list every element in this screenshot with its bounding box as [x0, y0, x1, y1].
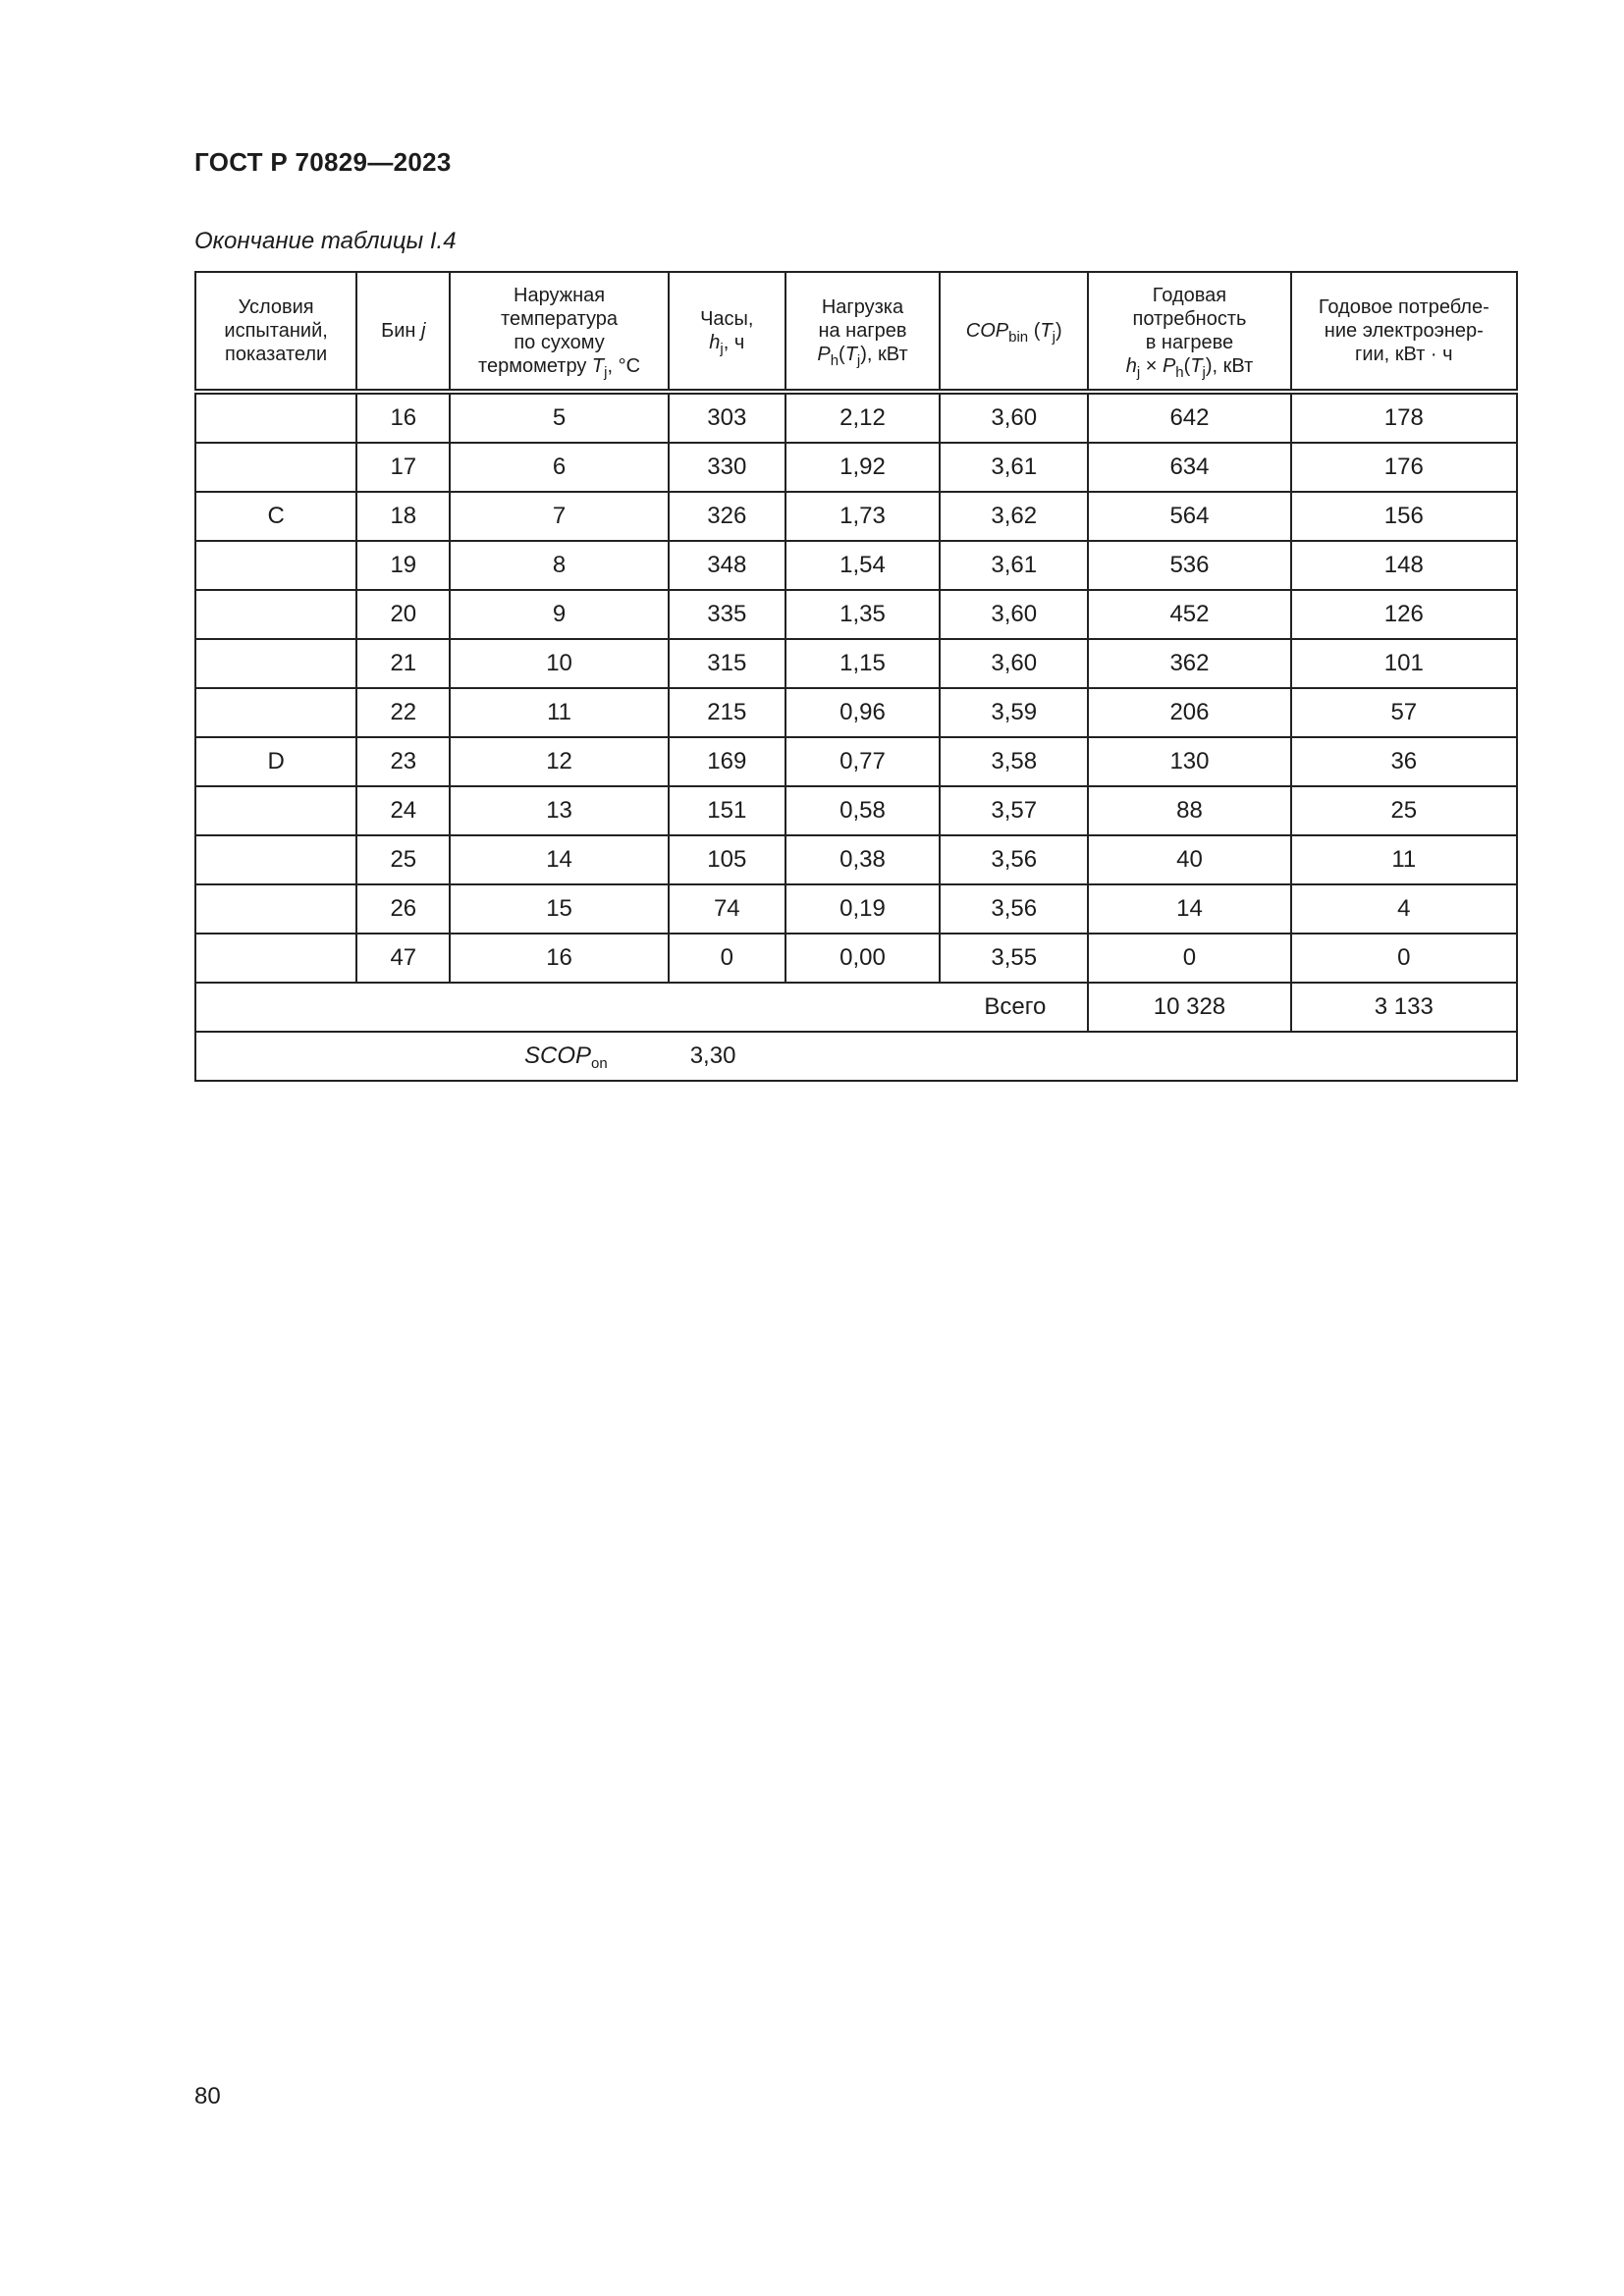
cell-cop: 3,60	[940, 639, 1088, 688]
cell-hours: 151	[669, 786, 785, 835]
cell-annual-demand: 130	[1088, 737, 1290, 786]
cell-conditions	[195, 934, 356, 983]
cell-temperature: 16	[450, 934, 668, 983]
cell-load: 0,96	[785, 688, 940, 737]
cell-hours: 105	[669, 835, 785, 884]
cell-cop: 3,60	[940, 392, 1088, 443]
cell-temperature: 7	[450, 492, 668, 541]
cell-annual-consumption: 148	[1291, 541, 1517, 590]
table-row	[195, 688, 1517, 737]
cell-temperature: 9	[450, 590, 668, 639]
cell-annual-demand: 634	[1088, 443, 1290, 492]
table-caption: Окончание таблицы I.4	[194, 228, 457, 254]
cell-temperature: 5	[450, 392, 668, 443]
cell-load: 1,54	[785, 541, 940, 590]
table-row	[195, 392, 1517, 443]
scop-label: $SCOP_{on}$	[195, 1032, 669, 1081]
table-row	[195, 737, 1517, 786]
total-row	[195, 983, 1517, 1032]
table-row	[195, 884, 1517, 934]
cell-annual-consumption: 0	[1291, 934, 1517, 983]
scop-value: 3,30	[669, 1032, 1517, 1081]
cell-conditions	[195, 590, 356, 639]
cell-bin: 22	[356, 688, 450, 737]
data-table	[194, 271, 1518, 1082]
cell-cop: 3,56	[940, 884, 1088, 934]
cell-annual-demand: 362	[1088, 639, 1290, 688]
cell-load: 0,19	[785, 884, 940, 934]
cell-temperature: 10	[450, 639, 668, 688]
cell-bin: 17	[356, 443, 450, 492]
cell-hours: 215	[669, 688, 785, 737]
header-annual-demand: Годовая потребность в нагреве $h_j \times P_h(T_j)$, кВт	[1088, 272, 1290, 392]
cell-bin: 19	[356, 541, 450, 590]
scop-row	[195, 1032, 1517, 1081]
cell-hours: 315	[669, 639, 785, 688]
cell-temperature: 15	[450, 884, 668, 934]
cell-bin: 20	[356, 590, 450, 639]
cell-bin: 23	[356, 737, 450, 786]
cell-annual-demand: 0	[1088, 934, 1290, 983]
document-header: ГОСТ Р 70829—2023	[194, 147, 452, 177]
cell-bin: 16	[356, 392, 450, 443]
cell-load: 1,35	[785, 590, 940, 639]
cell-annual-consumption: 126	[1291, 590, 1517, 639]
cell-bin: 47	[356, 934, 450, 983]
total-annual-consumption: 3 133	[1291, 983, 1517, 1032]
cell-hours: 335	[669, 590, 785, 639]
cell-annual-demand: 536	[1088, 541, 1290, 590]
cell-load: 0,58	[785, 786, 940, 835]
cell-load: 0,38	[785, 835, 940, 884]
cell-annual-consumption: 4	[1291, 884, 1517, 934]
table-row	[195, 639, 1517, 688]
cell-bin: 25	[356, 835, 450, 884]
header-bin: Бин j	[356, 272, 450, 392]
header-annual-consumption: Годовое потребле- ние электроэнер- гии, кВт · ч	[1291, 272, 1517, 392]
cell-temperature: 12	[450, 737, 668, 786]
cell-annual-consumption: 101	[1291, 639, 1517, 688]
cell-cop: 3,57	[940, 786, 1088, 835]
cell-conditions	[195, 786, 356, 835]
cell-hours: 303	[669, 392, 785, 443]
cell-annual-demand: 40	[1088, 835, 1290, 884]
header-conditions: Условия испытаний, показатели	[195, 272, 356, 392]
cell-cop: 3,62	[940, 492, 1088, 541]
cell-cop: 3,56	[940, 835, 1088, 884]
cell-cop: 3,61	[940, 443, 1088, 492]
cell-annual-demand: 642	[1088, 392, 1290, 443]
cell-load: 1,92	[785, 443, 940, 492]
cell-conditions	[195, 639, 356, 688]
cell-temperature: 14	[450, 835, 668, 884]
cell-conditions: D	[195, 737, 356, 786]
cell-cop: 3,59	[940, 688, 1088, 737]
cell-hours: 0	[669, 934, 785, 983]
table-row	[195, 786, 1517, 835]
page-number: 80	[194, 2083, 221, 2109]
table-row	[195, 934, 1517, 983]
cell-annual-consumption: 176	[1291, 443, 1517, 492]
table-row	[195, 492, 1517, 541]
cell-temperature: 8	[450, 541, 668, 590]
cell-annual-demand: 452	[1088, 590, 1290, 639]
header-load: Нагрузка на нагрев $P_h(T_j)$, кВт	[785, 272, 940, 392]
cell-annual-consumption: 178	[1291, 392, 1517, 443]
cell-hours: 348	[669, 541, 785, 590]
cell-temperature: 13	[450, 786, 668, 835]
cell-hours: 326	[669, 492, 785, 541]
cell-annual-consumption: 11	[1291, 835, 1517, 884]
header-hours: Часы, $h_j$, ч	[669, 272, 785, 392]
cell-cop: 3,60	[940, 590, 1088, 639]
table-row	[195, 443, 1517, 492]
cell-annual-demand: 206	[1088, 688, 1290, 737]
cell-cop: 3,55	[940, 934, 1088, 983]
cell-bin: 18	[356, 492, 450, 541]
total-annual-demand: 10 328	[1088, 983, 1290, 1032]
cell-conditions	[195, 835, 356, 884]
cell-temperature: 11	[450, 688, 668, 737]
cell-load: 1,73	[785, 492, 940, 541]
cell-conditions	[195, 688, 356, 737]
cell-hours: 169	[669, 737, 785, 786]
cell-bin: 24	[356, 786, 450, 835]
cell-load: 0,00	[785, 934, 940, 983]
cell-annual-demand: 564	[1088, 492, 1290, 541]
cell-annual-consumption: 36	[1291, 737, 1517, 786]
header-cop: $COP_{bin}$ $(T_j)$	[940, 272, 1088, 392]
cell-temperature: 6	[450, 443, 668, 492]
total-label: Всего	[195, 983, 1088, 1032]
cell-conditions	[195, 443, 356, 492]
cell-cop: 3,58	[940, 737, 1088, 786]
cell-annual-demand: 88	[1088, 786, 1290, 835]
cell-conditions	[195, 541, 356, 590]
cell-hours: 330	[669, 443, 785, 492]
cell-conditions	[195, 392, 356, 443]
cell-conditions: C	[195, 492, 356, 541]
cell-conditions	[195, 884, 356, 934]
cell-annual-demand: 14	[1088, 884, 1290, 934]
table-row	[195, 835, 1517, 884]
cell-load: 2,12	[785, 392, 940, 443]
header-temperature: Наружная температура по сухому термометру $T_j$, °C	[450, 272, 668, 392]
cell-annual-consumption: 57	[1291, 688, 1517, 737]
cell-annual-consumption: 25	[1291, 786, 1517, 835]
cell-bin: 26	[356, 884, 450, 934]
cell-load: 1,15	[785, 639, 940, 688]
cell-bin: 21	[356, 639, 450, 688]
cell-annual-consumption: 156	[1291, 492, 1517, 541]
table-row	[195, 541, 1517, 590]
table-row	[195, 590, 1517, 639]
cell-cop: 3,61	[940, 541, 1088, 590]
table-header-row	[195, 272, 1517, 392]
cell-load: 0,77	[785, 737, 940, 786]
cell-hours: 74	[669, 884, 785, 934]
